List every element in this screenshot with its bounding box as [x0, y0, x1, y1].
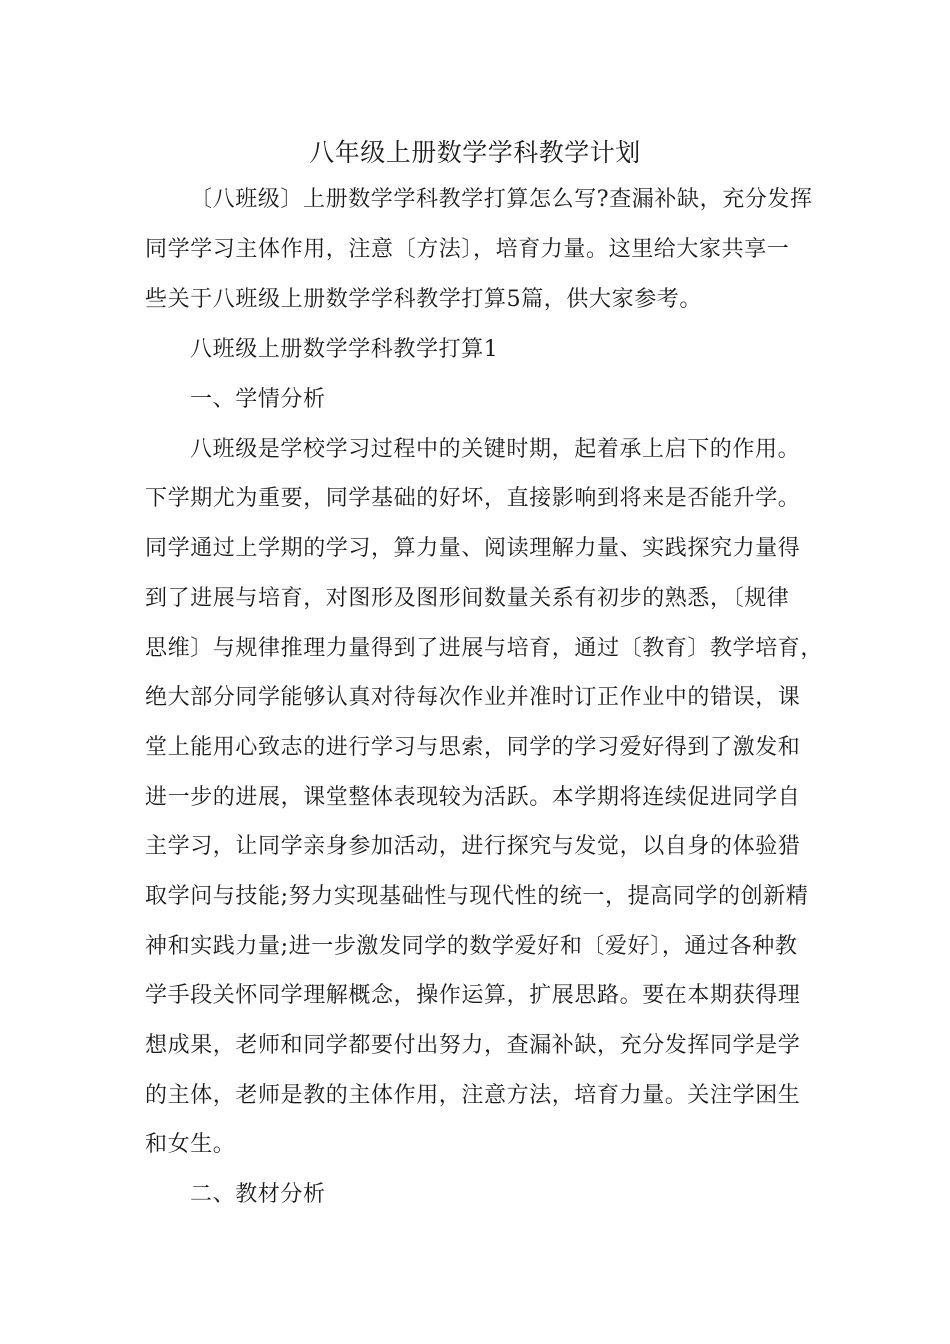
- body-line: 思维〕与规律推理力量得到了进展与培育，通过〔教育〕教学培育，: [145, 636, 824, 661]
- body-line: 取学问与技能;努力实现基础性与现代性的统一，提高同学的创新精: [145, 884, 809, 909]
- body-line: 八班级是学校学习过程中的关键时期，起着承上启下的作用。: [190, 437, 801, 462]
- body-line: 的主体，老师是教的主体作用，注意方法，培育力量。关注学困生: [145, 1083, 801, 1108]
- body-line: 下学期尤为重要，同学基础的好坏，直接影响到将来是否能升学。: [145, 486, 801, 511]
- section-heading: 二、教材分析: [190, 1182, 326, 1207]
- body-line: 主学习，让同学亲身参加活动，进行探究与发觉，以自身的体验猎: [145, 834, 801, 859]
- plan-subheading: 八班级上册数学学科教学打算1: [190, 337, 499, 362]
- body-line: 学手段关怀同学理解概念，操作运算，扩展思路。要在本期获得理: [145, 983, 801, 1008]
- intro-line: 〔八班级〕上册数学学科教学打算怎么写?查漏补缺，充分发挥: [190, 187, 813, 212]
- body-line: 堂上能用心致志的进行学习与思索，同学的学习爱好得到了激发和: [145, 735, 801, 760]
- body-line: 神和实践力量;进一步激发同学的数学爱好和〔爱好〕，通过各种教: [145, 934, 798, 959]
- body-line: 想成果，老师和同学都要付出努力，查漏补缺，充分发挥同学是学: [145, 1033, 801, 1058]
- intro-line: 同学学习主体作用，注意〔方法〕，培育力量。这里给大家共享一: [145, 237, 790, 262]
- body-line: 和女生。: [145, 1132, 236, 1157]
- document-title: 八年级上册数学学科教学计划: [309, 138, 641, 167]
- body-line: 绝大部分同学能够认真对待每次作业并准时订正作业中的错误，课: [145, 685, 801, 710]
- section-heading: 一、学情分析: [190, 387, 326, 412]
- body-line: 进一步的进展，课堂整体表现较为活跃。本学期将连续促进同学自: [145, 785, 801, 810]
- intro-line: 些关于八班级上册数学学科教学打算5篇，供大家参考。: [145, 287, 702, 312]
- body-line: 同学通过上学期的学习，算力量、阅读理解力量、实践探究力量得: [145, 536, 801, 561]
- body-line: 到了进展与培育，对图形及图形间数量关系有初步的熟悉，〔规律: [145, 586, 790, 611]
